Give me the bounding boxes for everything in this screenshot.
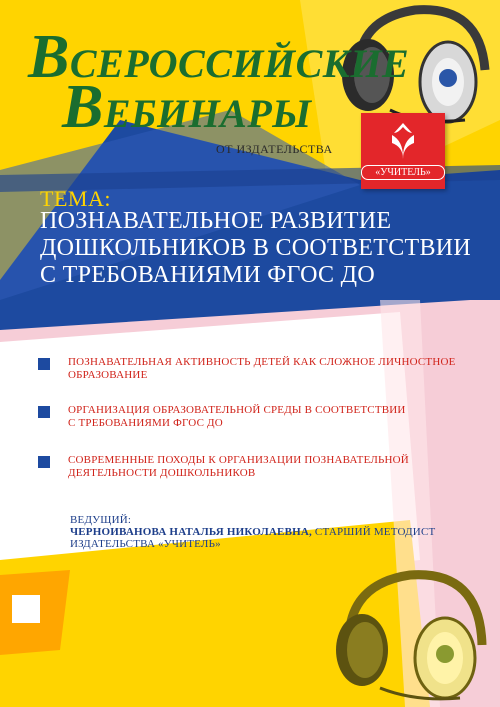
publisher-logo: [361, 113, 445, 189]
host-info: [70, 514, 470, 550]
bullet-text: [68, 404, 458, 430]
bullet-line: ПОЗНАВАТЕЛЬНАЯ АКТИВНОСТЬ ДЕТЕЙ КАК СЛОЖНОЕ ЛИЧНОСТНОЕ: [68, 356, 456, 368]
headphones-icon: [320, 560, 500, 707]
title-line-1-cap: В: [28, 23, 70, 91]
bullet-line: СОВРЕМЕННЫЕ ПОХОДЫ К ОРГАНИЗАЦИИ ПОЗНАВАТЕЛЬНОЙ: [68, 454, 409, 466]
bullet-text: [68, 356, 458, 382]
topic-line: С ТРЕБОВАНИЯМИ ФГОС ДО: [40, 262, 375, 288]
title-line-2: [62, 72, 312, 143]
host-role-line-2: ИЗДАТЕЛЬСТВА «УЧИТЕЛЬ»: [70, 538, 221, 550]
host-role: СТАРШИЙ МЕТОДИСТ: [311, 526, 436, 538]
publisher-logo-label: «УЧИТЕЛЬ»: [361, 165, 445, 180]
publisher-from-label: ОТ ИЗДАТЕЛЬСТВА: [216, 142, 333, 156]
title-line-1-rest: СЕРОССИЙСКИЕ: [69, 41, 410, 86]
host-label: ВЕДУЩИЙ:: [70, 514, 132, 526]
title-line-2-rest: ЕБИНАРЫ: [103, 91, 312, 136]
bullet-square-icon: [38, 456, 50, 468]
bullet-line: С ТРЕБОВАНИЯМИ ФГОС ДО: [68, 417, 223, 429]
host-name: ЧЕРНОИВАНОВА НАТАЛЬЯ НИКОЛАЕВНА,: [70, 526, 312, 538]
topic-line: ДОШКОЛЬНИКОВ В СООТВЕТСТВИИ: [40, 235, 472, 261]
bullet-line: ОБРАЗОВАНИЕ: [68, 369, 148, 381]
topic-line: ПОЗНАВАТЕЛЬНОЕ РАЗВИТИЕ: [40, 208, 392, 234]
bullet-line: ОРГАНИЗАЦИЯ ОБРАЗОВАТЕЛЬНОЙ СРЕДЫ В СООТВЕТСТВИИ: [68, 404, 406, 416]
bullet-text: [68, 454, 458, 480]
title-line-2-cap: В: [62, 73, 104, 141]
bullet-line: ДЕЯТЕЛЬНОСТИ ДОШКОЛЬНИКОВ: [68, 467, 256, 479]
corner-badge: [12, 595, 40, 623]
uchitel-logo-icon: [388, 121, 418, 161]
host-line: [70, 526, 470, 538]
topic-label: ТЕМА:: [40, 186, 111, 211]
topic-title: [40, 208, 490, 289]
bullet-square-icon: [38, 358, 50, 370]
bullet-square-icon: [38, 406, 50, 418]
